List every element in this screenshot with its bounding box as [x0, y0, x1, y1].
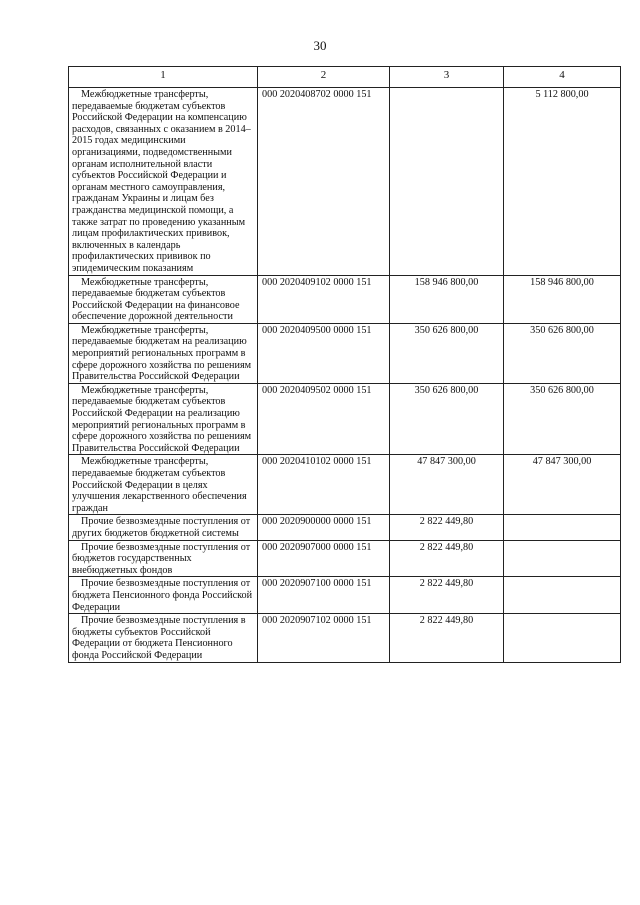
- row-description: Межбюджетные трансферты, передаваемые бюджетам субъектов Российской Федерации в целях улучшения лекарственного обеспечения граждан: [69, 455, 258, 515]
- row-description: Прочие безвозмездные поступления от бюджета Пенсионного фонда Российской Федерации: [69, 577, 258, 614]
- table-header-row: [69, 67, 621, 88]
- row-description: Межбюджетные трансферты, передаваемые бюджетам субъектов Российской Федерации на компенсацию расходов, связанных с оказанием в 2014–2015 годах медицинскими организациями, подведомственными органам исполнительной власти субъектов Российской Федерации и органам местного самоуправления, гражданам Украины и лицам без гражданства медицинской помощи, а также затрат по проведению указанным лицам профилактических прививок, включенных в календарь профилактических прививок по эпидемическим показаниям: [69, 88, 258, 276]
- column-header-1: 1: [69, 67, 258, 88]
- row-value-col3: 158 946 800,00: [390, 275, 504, 323]
- row-value-col4: 5 112 800,00: [504, 88, 621, 276]
- row-code: 000 2020410102 0000 151: [258, 455, 390, 515]
- row-value-col4: 350 626 800,00: [504, 323, 621, 383]
- row-value-col3: 2 822 449,80: [390, 614, 504, 662]
- row-value-col3: 2 822 449,80: [390, 515, 504, 540]
- table-row: [69, 577, 621, 614]
- row-description: Прочие безвозмездные поступления от бюджетов государственных внебюджетных фондов: [69, 540, 258, 577]
- row-description: Прочие безвозмездные поступления в бюджеты субъектов Российской Федерации от бюджета Пенсионного фонда Российской Федерации: [69, 614, 258, 662]
- budget-table: [68, 66, 621, 663]
- row-value-col4: 47 847 300,00: [504, 455, 621, 515]
- row-value-col4: 350 626 800,00: [504, 383, 621, 455]
- row-description: Прочие безвозмездные поступления от других бюджетов бюджетной системы: [69, 515, 258, 540]
- table-row: [69, 275, 621, 323]
- column-header-2: 2: [258, 67, 390, 88]
- table-row: [69, 383, 621, 455]
- row-value-col4: [504, 515, 621, 540]
- row-code: 000 2020907000 0000 151: [258, 540, 390, 577]
- row-code: 000 2020409502 0000 151: [258, 383, 390, 455]
- row-value-col3: [390, 88, 504, 276]
- table-row: [69, 540, 621, 577]
- row-description: Межбюджетные трансферты, передаваемые бюджетам на реализацию мероприятий региональных программ в сфере дорожного хозяйства по решениям Правительства Российской Федерации: [69, 323, 258, 383]
- row-value-col4: [504, 577, 621, 614]
- row-code: 000 2020907102 0000 151: [258, 614, 390, 662]
- row-value-col3: 2 822 449,80: [390, 540, 504, 577]
- row-value-col4: [504, 614, 621, 662]
- row-code: 000 2020408702 0000 151: [258, 88, 390, 276]
- row-value-col3: 350 626 800,00: [390, 323, 504, 383]
- page-number: 30: [313, 38, 327, 53]
- table-row: [69, 323, 621, 383]
- row-value-col3: 350 626 800,00: [390, 383, 504, 455]
- row-code: 000 2020900000 0000 151: [258, 515, 390, 540]
- row-value-col3: 47 847 300,00: [390, 455, 504, 515]
- row-code: 000 2020409102 0000 151: [258, 275, 390, 323]
- column-header-4: 4: [504, 67, 621, 88]
- table-row: [69, 614, 621, 662]
- row-code: 000 2020409500 0000 151: [258, 323, 390, 383]
- row-code: 000 2020907100 0000 151: [258, 577, 390, 614]
- table-row: [69, 515, 621, 540]
- row-value-col3: 2 822 449,80: [390, 577, 504, 614]
- row-value-col4: 158 946 800,00: [504, 275, 621, 323]
- row-value-col4: [504, 540, 621, 577]
- column-header-3: 3: [390, 67, 504, 88]
- table-row: [69, 455, 621, 515]
- row-description: Межбюджетные трансферты, передаваемые бюджетам субъектов Российской Федерации на финансовое обеспечение дорожной деятельности: [69, 275, 258, 323]
- table-row: [69, 88, 621, 276]
- row-description: Межбюджетные трансферты, передаваемые бюджетам субъектов Российской Федерации на реализацию мероприятий региональных программ в сфере дорожного хозяйства по решениям Правительства Российской Федерации: [69, 383, 258, 455]
